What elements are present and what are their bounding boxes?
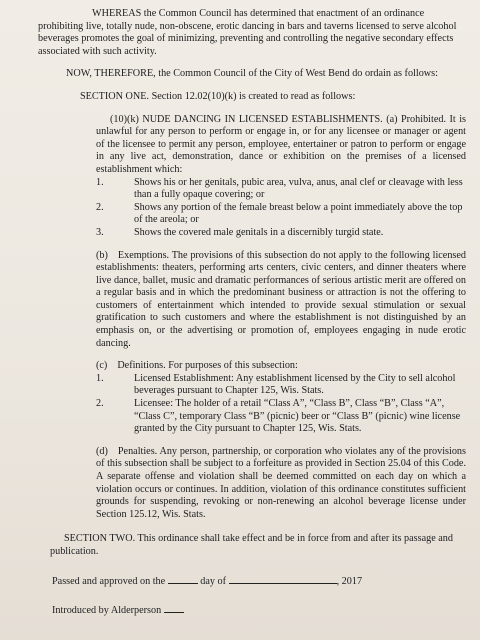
subsection-b-text: Exemptions. The provisions of this subsection do not apply to the following licensed establishments: theaters, performing arts centers, civic centers, and dinner theaters where live dance, ballet, music and dramatic performances of serious artistic merit are offered on a regular basis and in which the predominant business or attraction is not the offering to customers of entertainment which intended to provide sexual stimulation or sexual gratification to such customers and where the establishment is not distinguished by an emphasis on, or the advertising or promotion of, employees engaging in nude erotic dancing.: [96, 249, 466, 349]
subsection-c-label: (c): [96, 360, 108, 372]
subsection-a-text: (10)(k) NUDE DANCING IN LICENSED ESTABLISHMENTS. (a) Prohibited. It is unlawful for any person to perform or engage in, or for any licensee or manager or agent of the licensee to permit any person, employee, entertainer or patron to perform or engage in any live act, demonstration, dance or exhibition on the premises of a licensed establishment which:: [96, 113, 466, 175]
subsection-b: [96, 250, 466, 351]
therefore-clause: NOW, THEREFORE, the Common Council of the City of West Bend do ordain as follows:: [66, 68, 438, 80]
subsection-a-item: [96, 177, 466, 202]
item-number: 3.: [96, 226, 104, 238]
subsection-d-text: Penalties. Any person, partnership, or corporation who violates any of the provisions of this subsection shall be subject to a forfeiture as provided in Section 25.04 of this Code. A separate offense and violation shall be deemed committed on each day on which a violation occurs or continues. In addition, violation of this ordinance constitutes sufficient grounds for suspending, revoking or non-renewing an alcohol beverage license under Section 125.12, Wis. Stats.: [96, 445, 466, 520]
subsection-b-label: (b): [96, 249, 108, 261]
month-blank: [229, 573, 337, 584]
subsection-d: [96, 446, 466, 522]
item-text: Shows the covered male genitals in a discernibly turgid state.: [134, 226, 384, 238]
ordinance-text: [14, 8, 466, 618]
passed-year: , 2017: [336, 575, 363, 587]
item-number: 2.: [96, 201, 104, 213]
subsection-c-item: [96, 373, 466, 398]
day-blank: [168, 573, 198, 584]
passed-prefix: Passed and approved on the: [52, 575, 166, 587]
section-two-text: SECTION TWO. This ordinance shall take effect and be in force from and after its passage and publication.: [50, 533, 453, 557]
introduced-label: Introduced by Alderperson: [52, 605, 162, 617]
item-number: 1.: [96, 176, 104, 188]
alderperson-blank: [164, 602, 184, 613]
item-text: Licensee: The holder of a retail “Class A”, “Class B”, Class “B”, Class “A”, “Class C”, temporary Class “B” (picnic) beer or “Class B” (picnic) wine license granted by the City pursuant to Chapter 125, Wis. Stats.: [134, 398, 461, 435]
item-text: Shows any portion of the female breast below a point immediately above the top of the areola; or: [134, 201, 463, 226]
subsection-a-item: [96, 227, 466, 240]
subsection-block: [96, 114, 466, 522]
introduced-line: [52, 602, 466, 618]
item-text: Shows his or her genitals, pubic area, vulva, anus, anal clef or cleavage with less than a fully opaque covering; or: [134, 176, 463, 201]
subsection-d-label: (d): [96, 445, 108, 457]
passed-mid: day of: [200, 575, 227, 587]
item-number: 1.: [96, 372, 104, 384]
subsection-c-text: Definitions. For purposes of this subsection:: [117, 360, 298, 372]
subsection-c-item: [96, 398, 466, 436]
section-one-heading: SECTION ONE. Section 12.02(10)(k) is created to read as follows:: [80, 90, 356, 102]
passed-approved-line: [52, 573, 466, 589]
whereas-clause: WHEREAS the Common Council has determined that enactment of an ordinance prohibiting live, totally nude, non-obscene, erotic dancing in bars and taverns licensed to serve alcohol beverages promotes the goal of minimizing, preventing and controlling the negative secondary effects associated with such activity.: [38, 8, 457, 57]
subsection-c: [96, 360, 466, 373]
item-text: Licensed Establishment: Any establishment licensed by the City to sell alcohol beverages pursuant to Chapter 125, Wis. Stats.: [134, 372, 456, 397]
subsection-a-item: [96, 202, 466, 227]
item-number: 2.: [96, 398, 104, 410]
